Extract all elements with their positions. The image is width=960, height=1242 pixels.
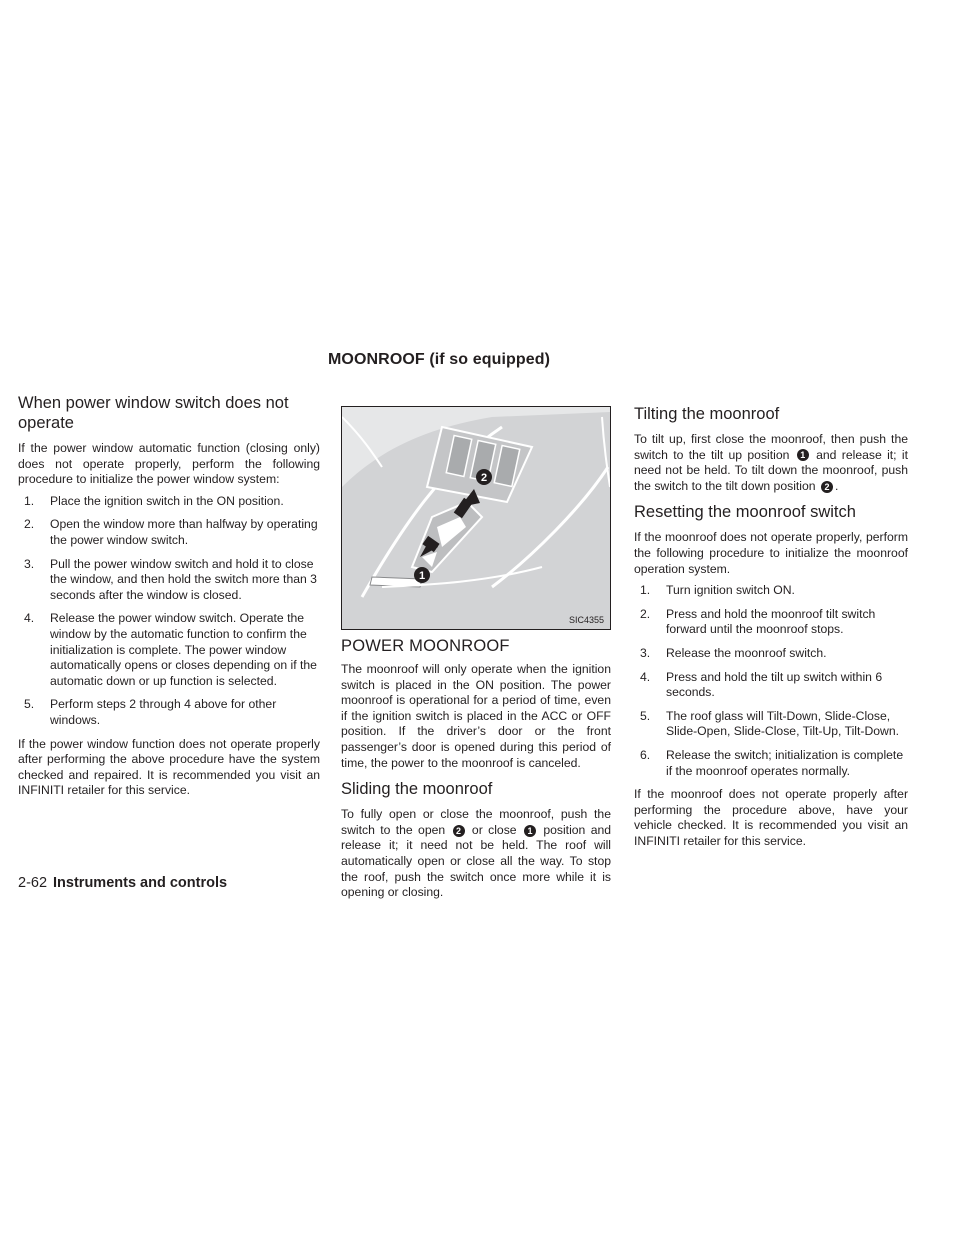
step-text: Pull the power window switch and hold it to close the window, and then hold the switch more than 3 seconds after the window is closed. xyxy=(50,556,317,602)
step-number: 1. xyxy=(24,493,35,508)
sliding-text-a: To fully open or close the moonroof, push the switch to the open xyxy=(341,807,611,837)
page-number: 2-62 xyxy=(18,875,48,891)
column-left xyxy=(18,393,320,805)
sliding-text-b: or close xyxy=(471,822,517,837)
step-text: Release the switch; initialization is complete if the moonroof operates normally. xyxy=(666,747,904,778)
step-text: The roof glass will Tilt-Down, Slide-Close, Slide-Open, Slide-Close, Tilt-Up, Tilt-Down. xyxy=(666,708,899,739)
list-item xyxy=(634,670,908,701)
outro-paragraph: If the power window function does not operate properly after performing the above procedure have the system checked and repaired. It is recommended you visit an INFINITI retailer for this service. xyxy=(18,736,320,798)
reset-outro: If the moonroof does not operate properly after performing the procedure above, have your vehicle checked. It is recommended you visit an INFINITI retailer for this service. xyxy=(634,787,908,848)
heading-power-window: When power window switch does not operate xyxy=(18,394,289,432)
heading-tilting: Tilting the moonroof xyxy=(634,405,780,423)
list-item xyxy=(634,748,908,779)
list-item xyxy=(634,646,908,662)
list-item xyxy=(18,697,320,728)
step-number: 4. xyxy=(24,611,35,626)
step-number: 3. xyxy=(640,645,651,660)
heading-resetting: Resetting the moonroof switch xyxy=(634,503,856,522)
circled-1: 1 xyxy=(524,825,536,837)
tilt-text-b: and release it; it need not be held. To tilt down the moonroof, push the switch to the tilt down position xyxy=(634,447,909,493)
list-item xyxy=(18,494,320,510)
column-middle xyxy=(341,636,611,907)
step-text: Press and hold the moonroof tilt switch forward until the moonroof stops. xyxy=(666,606,876,637)
step-number: 1. xyxy=(640,583,651,598)
figure-label-1: 1 xyxy=(418,570,426,582)
sliding-text-c: position and release it; it need not be held. The roof will automatically open or close all the way. To stop the roof, push the switch once more while it is opening or closing. xyxy=(341,822,612,900)
step-number: 2. xyxy=(640,606,651,621)
reset-steps xyxy=(634,583,908,779)
step-text: Place the ignition switch in the ON position. xyxy=(50,493,284,508)
switch-drawing xyxy=(342,407,610,629)
step-text: Perform steps 2 through 4 above for other windows. xyxy=(50,697,277,727)
step-number: 5. xyxy=(640,708,651,723)
column-right xyxy=(634,404,908,855)
intro-paragraph: If the power window automatic function (closing only) does not operate properly, perform the following procedure to initialize the power window system: xyxy=(18,441,320,487)
step-text: Press and hold the tilt up switch within 6 seconds. xyxy=(666,669,883,700)
list-item xyxy=(634,709,908,740)
heading-sliding: Sliding the moonroof xyxy=(341,780,493,799)
sliding-paragraph xyxy=(341,807,611,901)
step-text: Open the window more than halfway by operating the power window switch. xyxy=(50,517,318,547)
power-window-steps xyxy=(18,494,320,729)
section-title: MOONROOF (if so equipped) xyxy=(328,351,551,368)
step-number: 2. xyxy=(24,517,35,532)
chapter-title: Instruments and controls xyxy=(53,875,228,891)
step-number: 6. xyxy=(640,747,651,762)
tilt-text-a: To tilt up, first close the moonroof, then push the switch to the tilt up position xyxy=(634,432,908,462)
step-text: Turn ignition switch ON. xyxy=(666,583,795,598)
figure-code: SIC4355 xyxy=(568,615,604,625)
circled-1: 1 xyxy=(797,449,809,461)
tilting-paragraph xyxy=(634,432,908,494)
list-item xyxy=(18,611,320,689)
figure-label-2: 2 xyxy=(480,472,488,484)
list-item xyxy=(18,557,320,604)
list-item xyxy=(634,607,908,638)
heading-power-moonroof: POWER MOONROOF xyxy=(341,637,510,655)
list-item xyxy=(634,583,908,599)
step-number: 4. xyxy=(640,669,651,684)
tilt-text-c: . xyxy=(834,478,839,493)
circled-2: 2 xyxy=(453,825,465,837)
step-number: 5. xyxy=(24,697,35,712)
step-number: 3. xyxy=(24,556,35,571)
step-text: Release the moonroof switch. xyxy=(666,645,827,660)
moonroof-paragraph: The moonroof will only operate when the ignition switch is placed in the ON position. The power moonroof is operational for a period of time, even if the ignition switch is placed in the ACC or OFF position. If the driver’s door or the front passenger’s door is opened during this period of time, the power to the moonroof is canceled. xyxy=(341,662,611,770)
circled-2: 2 xyxy=(821,481,833,493)
moonroof-switch-illustration xyxy=(341,406,611,630)
reset-intro: If the moonroof does not operate properly, perform the following procedure to initialize the moonroof operation system. xyxy=(634,530,908,576)
page-footer xyxy=(18,875,227,891)
step-text: Release the power window switch. Operate the window by the automatic function to confirm the initialization is complete. The power window automatically opens or closes depending on if the automatic down or up function is selected. xyxy=(50,611,317,688)
list-item xyxy=(18,517,320,548)
